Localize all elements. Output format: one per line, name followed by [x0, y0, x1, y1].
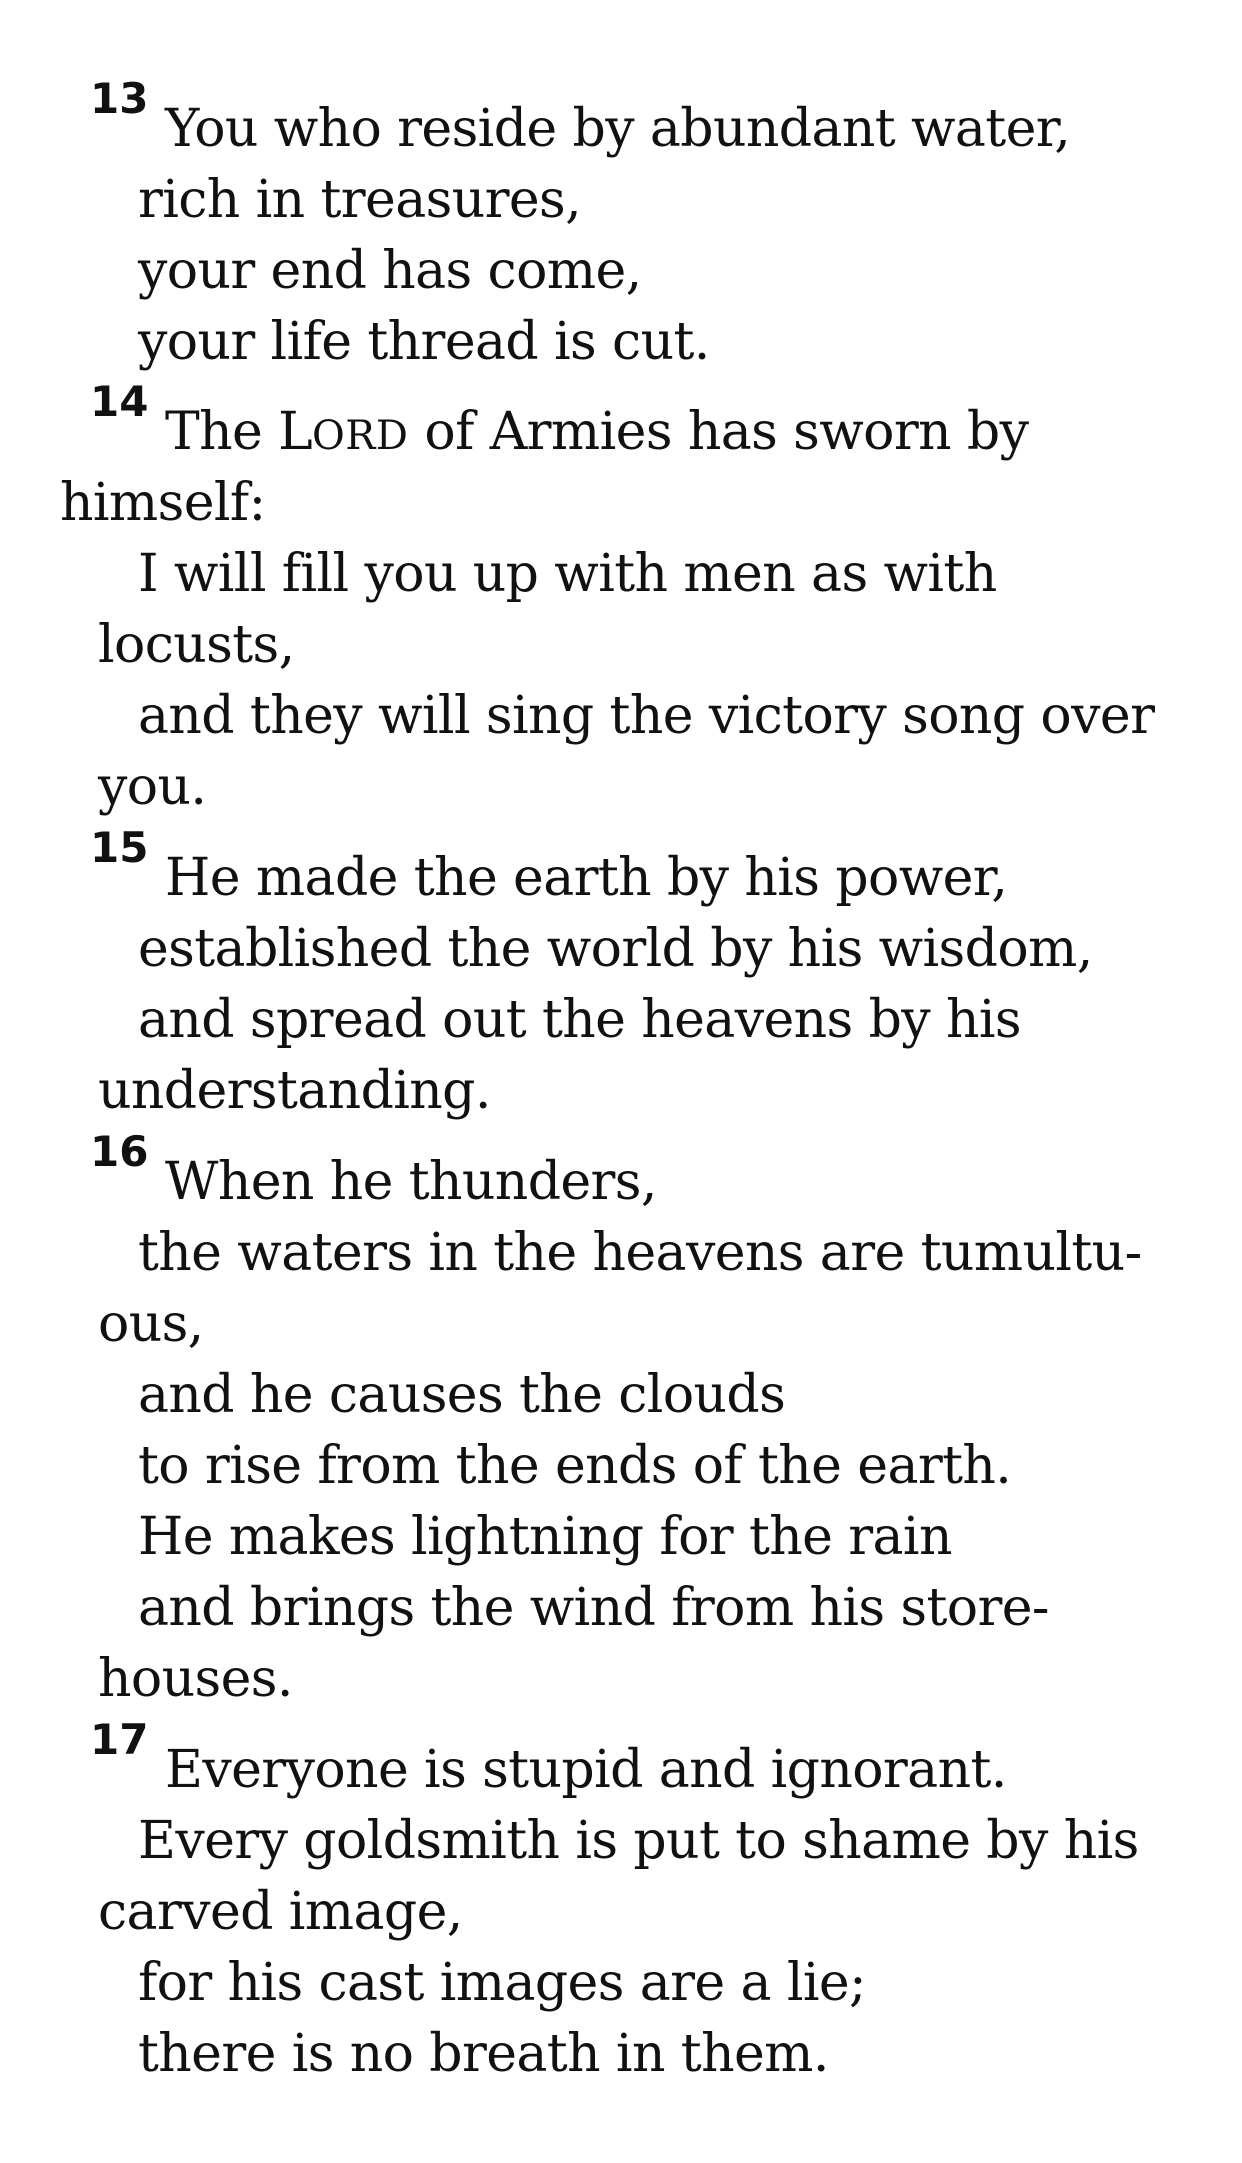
verse-text: of Armies has sworn by [408, 402, 1029, 462]
verse-line: your life thread is cut. [138, 312, 710, 372]
verse-line: to rise from the ends of the earth. [138, 1436, 1012, 1496]
verse-number: 14 [90, 377, 149, 426]
verse-line: Every goldsmith is put to shame by his [138, 1811, 1139, 1871]
verse-line: I will fill you up with men as with [138, 544, 997, 604]
verse-line: established the world by his wisdom, [138, 919, 1093, 979]
verse-line: rich in treasures, [138, 170, 582, 230]
verse-number: 16 [90, 1127, 149, 1176]
verse-line: He makes lightning for the rain [138, 1507, 952, 1567]
verse-line: Everyone is stupid and ignorant. [165, 1740, 1007, 1800]
verse-line: the waters in the heavens are tumultu- [138, 1223, 1142, 1283]
divine-name-small-caps: ORD [312, 413, 409, 459]
verse-line: and he causes the clouds [138, 1365, 786, 1425]
verse-line: ous, [98, 1294, 204, 1354]
verse-line [165, 397, 1028, 471]
verse-line: you. [98, 757, 207, 817]
verse-line: understanding. [98, 1061, 491, 1121]
verse-line: your end has come, [138, 241, 642, 301]
verse-line: locusts, [98, 615, 295, 675]
verse-line: carved image, [98, 1882, 463, 1942]
verse-line: houses. [98, 1649, 293, 1709]
verse-number: 15 [90, 823, 149, 872]
verse-line: When he thunders, [165, 1152, 657, 1212]
verse-line: for his cast images are a lie; [138, 1953, 866, 2013]
verse-line: He made the earth by his power, [165, 848, 1008, 908]
verse-line: and brings the wind from his store- [138, 1578, 1049, 1638]
verse-line: there is no breath in them. [138, 2024, 829, 2084]
verse-number: 17 [90, 1715, 149, 1764]
verse-number: 13 [90, 74, 149, 123]
verse-text: The [165, 402, 279, 462]
verse-line: and they will sing the victory song over [138, 686, 1155, 746]
verse-line: You who reside by abundant water, [165, 99, 1071, 159]
verse-line: and spread out the heavens by his [138, 990, 1021, 1050]
divine-name-initial: L [278, 402, 313, 462]
verse-line: himself: [60, 473, 266, 533]
